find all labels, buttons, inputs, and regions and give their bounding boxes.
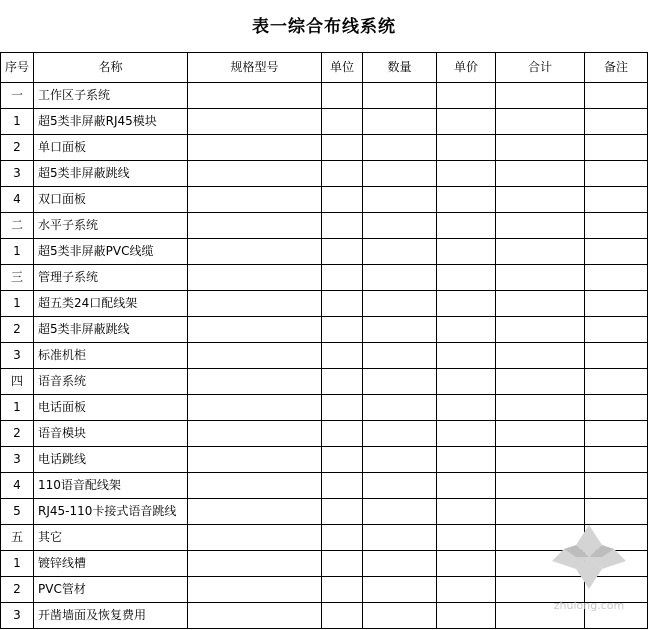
cell-empty[interactable]: [363, 317, 437, 343]
cell-seq[interactable]: 1: [1, 551, 34, 577]
cell-empty[interactable]: [585, 213, 648, 239]
cell-name[interactable]: 110语音配线架: [34, 473, 188, 499]
cell-empty[interactable]: [437, 317, 496, 343]
cell-empty[interactable]: [188, 265, 322, 291]
table-row: [1, 317, 648, 343]
cell-empty[interactable]: [188, 291, 322, 317]
cell-empty[interactable]: [585, 109, 648, 135]
cell-empty[interactable]: [585, 395, 648, 421]
cell-seq[interactable]: 3: [1, 603, 34, 629]
cell-empty[interactable]: [188, 109, 322, 135]
cell-name[interactable]: 双口面板: [34, 187, 188, 213]
cell-empty[interactable]: [188, 187, 322, 213]
cell-empty[interactable]: [363, 239, 437, 265]
cell-empty[interactable]: [322, 239, 363, 265]
cell-empty[interactable]: [496, 213, 585, 239]
table-row: [1, 213, 648, 239]
cell-empty[interactable]: [437, 473, 496, 499]
cell-name[interactable]: 超五类24口配线架: [34, 291, 188, 317]
cell-empty[interactable]: [496, 265, 585, 291]
cell-seq[interactable]: 三: [1, 265, 34, 291]
cell-empty[interactable]: [496, 83, 585, 109]
cell-empty[interactable]: [188, 421, 322, 447]
cell-empty[interactable]: [363, 265, 437, 291]
cell-empty[interactable]: [585, 265, 648, 291]
cell-empty[interactable]: [437, 161, 496, 187]
cell-seq[interactable]: 1: [1, 291, 34, 317]
column-header[interactable]: 序号: [1, 53, 34, 83]
cell-empty[interactable]: [496, 239, 585, 265]
cell-empty[interactable]: [585, 187, 648, 213]
column-header[interactable]: 规格型号: [188, 53, 322, 83]
cell-empty[interactable]: [363, 109, 437, 135]
cell-name[interactable]: 标准机柜: [34, 343, 188, 369]
column-header[interactable]: 单价: [437, 53, 496, 83]
cell-empty[interactable]: [585, 161, 648, 187]
cell-empty[interactable]: [437, 213, 496, 239]
cell-seq[interactable]: 四: [1, 369, 34, 395]
cell-empty[interactable]: [322, 213, 363, 239]
cell-empty[interactable]: [188, 447, 322, 473]
cell-seq[interactable]: 2: [1, 135, 34, 161]
table-row: [1, 265, 648, 291]
table-row: [1, 447, 648, 473]
table-row: [1, 421, 648, 447]
cell-seq[interactable]: 3: [1, 343, 34, 369]
cell-empty[interactable]: [437, 525, 496, 551]
cell-empty[interactable]: [437, 577, 496, 603]
cell-name[interactable]: 其它: [34, 525, 188, 551]
cell-empty[interactable]: [188, 577, 322, 603]
cell-seq[interactable]: 2: [1, 317, 34, 343]
cell-empty[interactable]: [188, 551, 322, 577]
table-row: [1, 369, 648, 395]
column-header[interactable]: 名称: [34, 53, 188, 83]
cell-empty[interactable]: [437, 291, 496, 317]
cell-empty[interactable]: [437, 551, 496, 577]
cell-empty[interactable]: [363, 551, 437, 577]
cell-empty[interactable]: [363, 343, 437, 369]
cell-empty[interactable]: [437, 343, 496, 369]
cell-name[interactable]: RJ45-110卡接式语音跳线: [34, 499, 188, 525]
cell-empty[interactable]: [585, 369, 648, 395]
cell-name[interactable]: 电话面板: [34, 395, 188, 421]
cell-empty[interactable]: [585, 239, 648, 265]
cell-empty[interactable]: [585, 135, 648, 161]
table-row: [1, 161, 648, 187]
cell-empty[interactable]: [188, 473, 322, 499]
table-row: [1, 187, 648, 213]
table-row: [1, 83, 648, 109]
cell-empty[interactable]: [188, 525, 322, 551]
cell-empty[interactable]: [363, 83, 437, 109]
cell-empty[interactable]: [437, 395, 496, 421]
cell-seq[interactable]: 3: [1, 447, 34, 473]
cell-empty[interactable]: [496, 161, 585, 187]
cell-empty[interactable]: [188, 343, 322, 369]
header-row: [1, 53, 648, 83]
cell-empty[interactable]: [322, 109, 363, 135]
cell-name[interactable]: 超5类非屏蔽跳线: [34, 161, 188, 187]
cell-name[interactable]: 管理子系统: [34, 265, 188, 291]
cell-empty[interactable]: [322, 369, 363, 395]
cell-empty[interactable]: [437, 447, 496, 473]
cell-seq[interactable]: 二: [1, 213, 34, 239]
cell-empty[interactable]: [322, 187, 363, 213]
cell-empty[interactable]: [363, 525, 437, 551]
cell-empty[interactable]: [363, 395, 437, 421]
cell-name[interactable]: 超5类非屏蔽RJ45模块: [34, 109, 188, 135]
watermark-logo: [544, 517, 634, 612]
table-row: [1, 135, 648, 161]
cell-empty[interactable]: [322, 421, 363, 447]
table-row: [1, 395, 648, 421]
cell-empty[interactable]: [585, 343, 648, 369]
cell-empty[interactable]: [322, 343, 363, 369]
cell-empty[interactable]: [363, 291, 437, 317]
cell-empty[interactable]: [496, 447, 585, 473]
cell-seq[interactable]: 4: [1, 187, 34, 213]
cell-name[interactable]: 电话跳线: [34, 447, 188, 473]
cell-empty[interactable]: [322, 83, 363, 109]
cell-name[interactable]: 镀锌线槽: [34, 551, 188, 577]
cell-empty[interactable]: [363, 135, 437, 161]
cell-empty[interactable]: [188, 499, 322, 525]
cell-empty[interactable]: [585, 473, 648, 499]
table-row: [1, 473, 648, 499]
cell-empty[interactable]: [188, 83, 322, 109]
cell-seq[interactable]: 2: [1, 577, 34, 603]
cell-empty[interactable]: [322, 161, 363, 187]
cell-empty[interactable]: [322, 265, 363, 291]
cell-empty[interactable]: [322, 551, 363, 577]
cell-empty[interactable]: [188, 213, 322, 239]
cell-empty[interactable]: [363, 577, 437, 603]
cell-name[interactable]: 语音模块: [34, 421, 188, 447]
cell-seq[interactable]: 五: [1, 525, 34, 551]
cell-empty[interactable]: [496, 343, 585, 369]
cell-empty[interactable]: [188, 161, 322, 187]
cell-empty[interactable]: [496, 369, 585, 395]
cell-empty[interactable]: [496, 317, 585, 343]
cell-empty[interactable]: [322, 499, 363, 525]
page-title: 表一综合布线系统: [252, 17, 396, 37]
cell-empty[interactable]: [322, 291, 363, 317]
cell-empty[interactable]: [437, 369, 496, 395]
cell-empty[interactable]: [496, 421, 585, 447]
cell-empty[interactable]: [363, 187, 437, 213]
cell-empty[interactable]: [363, 213, 437, 239]
cell-empty[interactable]: [363, 369, 437, 395]
cell-seq[interactable]: 4: [1, 473, 34, 499]
cell-seq[interactable]: 5: [1, 499, 34, 525]
column-header[interactable]: 数量: [363, 53, 437, 83]
cell-empty[interactable]: [585, 317, 648, 343]
column-header[interactable]: 合计: [496, 53, 585, 83]
cell-empty[interactable]: [322, 395, 363, 421]
cell-empty[interactable]: [437, 83, 496, 109]
cell-name[interactable]: 单口面板: [34, 135, 188, 161]
column-header[interactable]: 备注: [585, 53, 648, 83]
zhulong-logo-icon: [544, 517, 634, 597]
cell-empty[interactable]: [322, 603, 363, 629]
cell-name[interactable]: 超5类非屏蔽跳线: [34, 317, 188, 343]
cell-seq[interactable]: 3: [1, 161, 34, 187]
cell-empty[interactable]: [585, 291, 648, 317]
column-header[interactable]: 单位: [322, 53, 363, 83]
cell-empty[interactable]: [363, 473, 437, 499]
cell-empty[interactable]: [496, 395, 585, 421]
table-row: [1, 343, 648, 369]
cell-seq[interactable]: 1: [1, 395, 34, 421]
cell-seq[interactable]: 一: [1, 83, 34, 109]
cell-name[interactable]: 水平子系统: [34, 213, 188, 239]
cell-empty[interactable]: [585, 447, 648, 473]
cell-empty[interactable]: [322, 525, 363, 551]
table-row: [1, 291, 648, 317]
cell-empty[interactable]: [363, 603, 437, 629]
cell-name[interactable]: 开凿墙面及恢复费用: [34, 603, 188, 629]
cell-empty[interactable]: [188, 395, 322, 421]
table-row: [1, 239, 648, 265]
cell-seq[interactable]: 1: [1, 239, 34, 265]
cell-empty[interactable]: [496, 473, 585, 499]
cell-name[interactable]: 工作区子系统: [34, 83, 188, 109]
cell-empty[interactable]: [496, 291, 585, 317]
cell-empty[interactable]: [363, 499, 437, 525]
cell-name[interactable]: 语音系统: [34, 369, 188, 395]
cell-empty[interactable]: [437, 603, 496, 629]
cell-empty[interactable]: [188, 135, 322, 161]
cell-empty[interactable]: [322, 135, 363, 161]
cell-empty[interactable]: [322, 577, 363, 603]
cell-empty[interactable]: [188, 603, 322, 629]
cell-empty[interactable]: [437, 499, 496, 525]
cell-empty[interactable]: [496, 187, 585, 213]
cell-empty[interactable]: [322, 317, 363, 343]
cell-empty[interactable]: [188, 369, 322, 395]
cell-name[interactable]: PVC管材: [34, 577, 188, 603]
watermark-text: zhulong.com: [553, 599, 625, 612]
cell-empty[interactable]: [437, 239, 496, 265]
cell-empty[interactable]: [585, 421, 648, 447]
cell-name[interactable]: 超5类非屏蔽PVC线缆: [34, 239, 188, 265]
cell-empty[interactable]: [363, 421, 437, 447]
cell-empty[interactable]: [437, 109, 496, 135]
cell-empty[interactable]: [363, 161, 437, 187]
cell-empty[interactable]: [322, 447, 363, 473]
cell-empty[interactable]: [437, 187, 496, 213]
cell-empty[interactable]: [322, 473, 363, 499]
cell-empty[interactable]: [496, 135, 585, 161]
cell-empty[interactable]: [437, 135, 496, 161]
cell-empty[interactable]: [437, 421, 496, 447]
cell-empty[interactable]: [437, 265, 496, 291]
cell-empty[interactable]: [496, 109, 585, 135]
table-row: [1, 109, 648, 135]
cell-empty[interactable]: [188, 317, 322, 343]
cell-empty[interactable]: [363, 447, 437, 473]
cell-seq[interactable]: 2: [1, 421, 34, 447]
cell-seq[interactable]: 1: [1, 109, 34, 135]
cell-empty[interactable]: [585, 83, 648, 109]
cell-empty[interactable]: [188, 239, 322, 265]
